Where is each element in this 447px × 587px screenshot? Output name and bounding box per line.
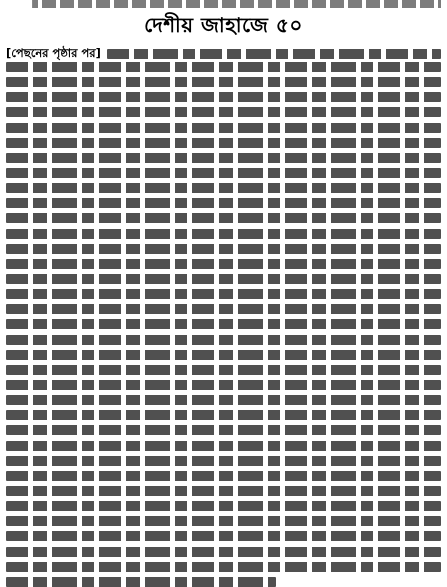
body-text-line [6, 350, 441, 360]
body-text-line [6, 213, 441, 223]
body-text-line [6, 441, 441, 451]
previous-text-fragment [6, 0, 441, 8]
body-text-line [6, 123, 441, 133]
body-text-line [6, 319, 441, 329]
body-text-line [6, 259, 441, 269]
body-text-line [6, 547, 441, 557]
body-text-line [6, 229, 441, 239]
body-text-line [107, 49, 441, 59]
body-text-line [6, 471, 441, 481]
body-text-line [6, 168, 441, 178]
body-text-line [6, 425, 441, 435]
body-text-line [6, 380, 441, 390]
body-text-line [6, 516, 441, 526]
body-text-line [6, 365, 441, 375]
body-text-line [6, 138, 441, 148]
headline-area [6, 12, 441, 42]
article-first-line [6, 46, 441, 62]
body-text-line [6, 562, 441, 572]
body-text-line [6, 92, 441, 102]
body-text-line [6, 456, 441, 466]
body-text-line [6, 410, 441, 420]
body-text-line [6, 244, 441, 254]
body-text-line [6, 395, 441, 405]
body-text-line [6, 501, 441, 511]
body-text-line [6, 335, 441, 345]
article-body [6, 62, 441, 587]
body-text-line [6, 304, 441, 314]
body-text-line [6, 531, 441, 541]
body-text-line [6, 486, 441, 496]
body-text-line [6, 153, 441, 163]
body-text-line [6, 198, 441, 208]
continuation-tag: [পেছনের পৃষ্ঠার পর] [6, 45, 101, 60]
body-text-line [6, 62, 441, 72]
body-text-line [6, 77, 441, 87]
body-text-line [6, 183, 441, 193]
body-text-line [6, 274, 441, 284]
body-text-line [6, 289, 441, 299]
body-text-line [6, 107, 441, 117]
article-headline: দেশীয় জাহাজে ৫০ [144, 12, 303, 37]
